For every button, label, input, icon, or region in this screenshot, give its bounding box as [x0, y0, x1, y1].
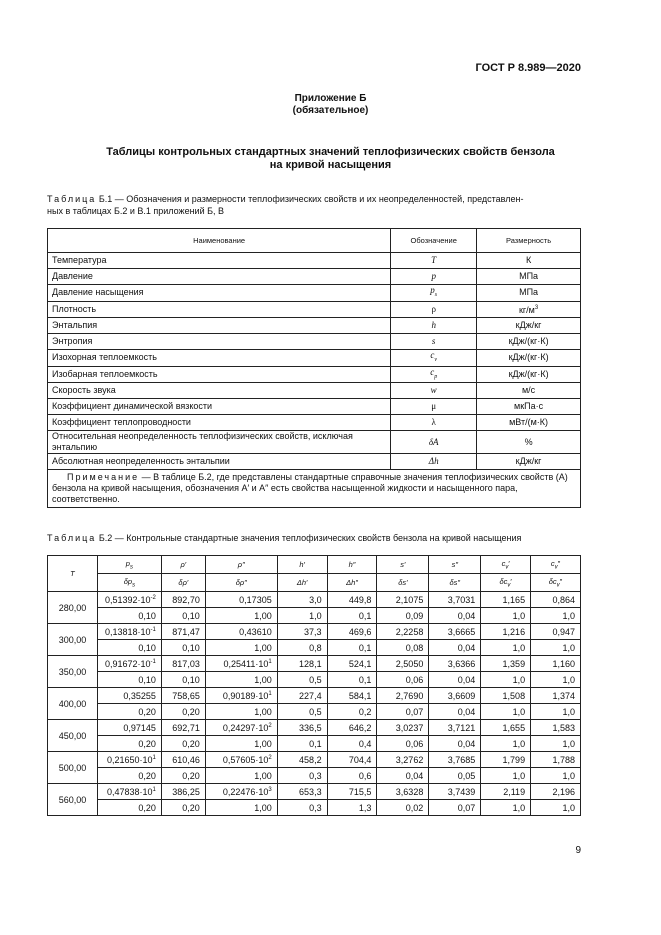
- table2-header-bottom: δρ″: [205, 574, 277, 592]
- page-title-line1: Таблицы контрольных стандартных значений теплофизических свойств бензола: [106, 146, 555, 158]
- table-row: [48, 784, 581, 800]
- table-row: [48, 752, 581, 768]
- uncertainty-cell: 1,0: [531, 672, 581, 688]
- table-row: [48, 592, 581, 608]
- uncertainty-cell: 1,0: [481, 704, 531, 720]
- uncertainty-cell: 1,3: [327, 800, 377, 816]
- table-row-uncertainty: [48, 800, 581, 816]
- table1-caption-label: Таблица: [47, 194, 97, 204]
- uncertainty-cell: 1,0: [531, 768, 581, 784]
- table1-caption-text-1: — Обозначения и размерности теплофизических свойств и их неопределенностей, представлен-: [112, 194, 524, 204]
- uncertainty-cell: 1,0: [481, 768, 531, 784]
- value-cell: 1,165: [481, 592, 531, 608]
- property-unit: $кг/м^3$: [477, 301, 581, 317]
- uncertainty-cell: 0,04: [429, 672, 481, 688]
- property-name: Температура: [48, 253, 391, 269]
- uncertainty-cell: 0,04: [377, 768, 429, 784]
- table2-header-top: $c_v''$: [531, 556, 581, 574]
- property-symbol: $c_p$: [391, 366, 477, 383]
- temperature-cell: 300,00: [48, 624, 98, 656]
- value-cell: 610,46: [161, 752, 205, 768]
- table-row: [48, 285, 581, 302]
- uncertainty-cell: 0,6: [327, 768, 377, 784]
- property-name: Энтальпия: [48, 317, 391, 333]
- uncertainty-cell: 0,3: [277, 768, 327, 784]
- value-cell: 2,7690: [377, 688, 429, 704]
- property-symbol: μ: [391, 399, 477, 415]
- value-cell: $0,47838\cdot 10^1$: [97, 784, 161, 800]
- uncertainty-cell: 1,00: [205, 672, 277, 688]
- temperature-cell: 560,00: [48, 784, 98, 816]
- uncertainty-cell: 1,00: [205, 640, 277, 656]
- appendix-status: (обязательное): [292, 105, 369, 116]
- table1-caption: [47, 193, 581, 217]
- table2-header-top: h′: [277, 556, 327, 574]
- table2-header-bottom: $\delta c_v'$: [481, 574, 531, 592]
- uncertainty-cell: 0,10: [161, 640, 205, 656]
- table-row: [48, 366, 581, 383]
- value-cell: 227,4: [277, 688, 327, 704]
- value-cell: 37,3: [277, 624, 327, 640]
- property-name: Коэффициент динамической вязкости: [48, 399, 391, 415]
- uncertainty-cell: 0,20: [161, 800, 205, 816]
- uncertainty-cell: 1,00: [205, 800, 277, 816]
- table2-header-top: $p_s$: [97, 556, 161, 574]
- uncertainty-cell: 0,10: [161, 608, 205, 624]
- property-unit: МПа: [477, 269, 581, 285]
- uncertainty-cell: 0,20: [97, 768, 161, 784]
- value-cell: $0,22476\cdot 10^3$: [205, 784, 277, 800]
- value-cell: $0,21650\cdot 10^1$: [97, 752, 161, 768]
- uncertainty-cell: 0,07: [377, 704, 429, 720]
- table-row: [48, 253, 581, 269]
- property-name: Относительная неопределенность теплофизических свойств, исключая энтальпию: [48, 431, 391, 454]
- property-name: Коэффициент теплопроводности: [48, 415, 391, 431]
- value-cell: 3,7439: [429, 784, 481, 800]
- table-row: [48, 317, 581, 333]
- value-cell: 1,374: [531, 688, 581, 704]
- property-symbol: s: [391, 333, 477, 349]
- table2-header-top: s′: [377, 556, 429, 574]
- table-row: [48, 269, 581, 285]
- property-name: Энтропия: [48, 333, 391, 349]
- uncertainty-cell: 1,00: [205, 704, 277, 720]
- page-title: [60, 146, 601, 172]
- uncertainty-cell: 0,3: [277, 800, 327, 816]
- table2-header-bottom: Δh′: [277, 574, 327, 592]
- value-cell: $0,51392\cdot 10^{-2}$: [97, 592, 161, 608]
- table1-note-label: Примечание: [67, 472, 140, 483]
- table-row-uncertainty: [48, 640, 581, 656]
- table2-header-T: T: [48, 556, 98, 592]
- uncertainty-cell: 0,4: [327, 736, 377, 752]
- property-name: Давление насыщения: [48, 285, 391, 302]
- table-row: [48, 431, 581, 454]
- uncertainty-cell: 0,1: [327, 672, 377, 688]
- table2-header-top: $c_v'$: [481, 556, 531, 574]
- value-cell: 1,799: [481, 752, 531, 768]
- table-row-uncertainty: [48, 768, 581, 784]
- table-row: [48, 383, 581, 399]
- value-cell: 584,1: [327, 688, 377, 704]
- value-cell: 646,2: [327, 720, 377, 736]
- uncertainty-cell: 0,07: [429, 800, 481, 816]
- table-row: [48, 349, 581, 366]
- uncertainty-cell: 0,1: [277, 736, 327, 752]
- uncertainty-cell: 0,04: [429, 608, 481, 624]
- table-row: [48, 333, 581, 349]
- property-unit: кДж/(кг·К): [477, 333, 581, 349]
- table-row: [48, 399, 581, 415]
- value-cell: $0,57605\cdot 10^2$: [205, 752, 277, 768]
- property-name: Изохорная теплоемкость: [48, 349, 391, 366]
- value-cell: 3,6366: [429, 656, 481, 672]
- value-cell: 2,196: [531, 784, 581, 800]
- value-cell: 2,5050: [377, 656, 429, 672]
- document-id: ГОСТ Р 8.989—2020: [475, 62, 581, 74]
- uncertainty-cell: 0,06: [377, 672, 429, 688]
- value-cell: $0,24297\cdot 10^2$: [205, 720, 277, 736]
- uncertainty-cell: 1,0: [481, 640, 531, 656]
- property-name: Скорость звука: [48, 383, 391, 399]
- value-cell: 758,65: [161, 688, 205, 704]
- uncertainty-cell: 0,06: [377, 736, 429, 752]
- table2-header-top: ρ″: [205, 556, 277, 574]
- property-unit: кДж/кг: [477, 317, 581, 333]
- value-cell: 3,7121: [429, 720, 481, 736]
- property-name: Плотность: [48, 301, 391, 317]
- property-symbol: ρ: [391, 301, 477, 317]
- property-unit: кДж/(кг·К): [477, 349, 581, 366]
- uncertainty-cell: 0,20: [97, 800, 161, 816]
- value-cell: 1,359: [481, 656, 531, 672]
- table1-header-unit: Размерность: [477, 229, 581, 253]
- appendix-title: Приложение Б: [294, 93, 367, 104]
- value-cell: 3,7685: [429, 752, 481, 768]
- uncertainty-cell: 1,0: [481, 800, 531, 816]
- property-name: Изобарная теплоемкость: [48, 366, 391, 383]
- value-cell: 871,47: [161, 624, 205, 640]
- value-cell: 469,6: [327, 624, 377, 640]
- uncertainty-cell: 0,5: [277, 704, 327, 720]
- table-row: [48, 415, 581, 431]
- uncertainty-cell: 0,2: [327, 704, 377, 720]
- page-number: 9: [575, 845, 581, 856]
- value-cell: 3,7031: [429, 592, 481, 608]
- uncertainty-cell: 0,02: [377, 800, 429, 816]
- value-cell: 3,0237: [377, 720, 429, 736]
- value-cell: 458,2: [277, 752, 327, 768]
- temperature-cell: 350,00: [48, 656, 98, 688]
- value-cell: 653,3: [277, 784, 327, 800]
- value-cell: 715,5: [327, 784, 377, 800]
- property-symbol: w: [391, 383, 477, 399]
- property-unit: МПа: [477, 285, 581, 302]
- table1-header-symbol: Обозначение: [391, 229, 477, 253]
- property-unit: кДж/кг: [477, 454, 581, 470]
- value-cell: 386,25: [161, 784, 205, 800]
- value-cell: 0,97145: [97, 720, 161, 736]
- value-cell: 0,947: [531, 624, 581, 640]
- property-unit: кДж/(кг·К): [477, 366, 581, 383]
- value-cell: 1,583: [531, 720, 581, 736]
- property-symbol: p: [391, 269, 477, 285]
- value-cell: $0,25411\cdot 10^1$: [205, 656, 277, 672]
- table2-header-top: ρ′: [161, 556, 205, 574]
- value-cell: 2,119: [481, 784, 531, 800]
- table2-header-bottom: δs′: [377, 574, 429, 592]
- property-unit: м/с: [477, 383, 581, 399]
- uncertainty-cell: 0,20: [97, 736, 161, 752]
- value-cell: 3,0: [277, 592, 327, 608]
- value-cell: 1,216: [481, 624, 531, 640]
- uncertainty-cell: 1,0: [531, 704, 581, 720]
- value-cell: 817,03: [161, 656, 205, 672]
- value-cell: 128,1: [277, 656, 327, 672]
- temperature-cell: 280,00: [48, 592, 98, 624]
- table2-caption-num: Б.2: [98, 533, 113, 543]
- temperature-cell: 500,00: [48, 752, 98, 784]
- value-cell: 0,864: [531, 592, 581, 608]
- value-cell: 3,6609: [429, 688, 481, 704]
- value-cell: $0,90189\cdot 10^1$: [205, 688, 277, 704]
- uncertainty-cell: 0,10: [161, 672, 205, 688]
- uncertainty-cell: 1,0: [531, 800, 581, 816]
- property-symbol: δA: [391, 431, 477, 454]
- uncertainty-cell: 0,5: [277, 672, 327, 688]
- uncertainty-cell: 1,00: [205, 768, 277, 784]
- value-cell: 704,4: [327, 752, 377, 768]
- table-row: [48, 301, 581, 317]
- value-cell: 449,8: [327, 592, 377, 608]
- designations-table: [47, 228, 581, 508]
- table2-header-top: h″: [327, 556, 377, 574]
- temperature-cell: 400,00: [48, 688, 98, 720]
- value-cell: $0,13818\cdot 10^{-1}$: [97, 624, 161, 640]
- uncertainty-cell: 0,1: [327, 608, 377, 624]
- temperature-cell: 450,00: [48, 720, 98, 752]
- value-cell: 1,508: [481, 688, 531, 704]
- table2-header-bottom: $\delta c_v''$: [531, 574, 581, 592]
- uncertainty-cell: 1,0: [277, 608, 327, 624]
- table-row-uncertainty: [48, 736, 581, 752]
- table-row: [48, 624, 581, 640]
- table-row: [48, 454, 581, 470]
- table2-header-bottom: Δh″: [327, 574, 377, 592]
- uncertainty-cell: 0,20: [161, 768, 205, 784]
- table-row-uncertainty: [48, 672, 581, 688]
- value-cell: 0,17305: [205, 592, 277, 608]
- value-cell: 524,1: [327, 656, 377, 672]
- uncertainty-cell: 0,10: [97, 640, 161, 656]
- table2-caption-text: — Контрольные стандартные значения теплофизических свойств бензола на кривой насыщения: [112, 533, 522, 543]
- uncertainty-cell: 1,00: [205, 608, 277, 624]
- uncertainty-cell: 1,0: [481, 736, 531, 752]
- uncertainty-cell: 0,1: [327, 640, 377, 656]
- property-symbol: T: [391, 253, 477, 269]
- property-unit: мВт/(м·К): [477, 415, 581, 431]
- value-cell: 692,71: [161, 720, 205, 736]
- value-cell: 1,160: [531, 656, 581, 672]
- uncertainty-cell: 0,05: [429, 768, 481, 784]
- value-cell: $0,91672\cdot 10^{-1}$: [97, 656, 161, 672]
- value-cell: 0,35255: [97, 688, 161, 704]
- table2-header-bottom: δρ′: [161, 574, 205, 592]
- table1-caption-num: Б.1: [98, 194, 113, 204]
- table2-header-top: s″: [429, 556, 481, 574]
- value-cell: 0,43610: [205, 624, 277, 640]
- value-cell: 3,2762: [377, 752, 429, 768]
- table-row: [48, 688, 581, 704]
- property-unit: мкПа·с: [477, 399, 581, 415]
- uncertainty-cell: 0,8: [277, 640, 327, 656]
- property-name: Давление: [48, 269, 391, 285]
- table1-note: [48, 470, 581, 508]
- property-name: Абсолютная неопределенность энтальпии: [48, 454, 391, 470]
- value-cell: 2,2258: [377, 624, 429, 640]
- uncertainty-cell: 1,0: [531, 640, 581, 656]
- uncertainty-cell: 0,04: [429, 704, 481, 720]
- property-symbol: h: [391, 317, 477, 333]
- uncertainty-cell: 0,10: [97, 672, 161, 688]
- property-unit: К: [477, 253, 581, 269]
- value-cell: 1,655: [481, 720, 531, 736]
- value-cell: 336,5: [277, 720, 327, 736]
- uncertainty-cell: 0,20: [161, 736, 205, 752]
- table-row: [48, 656, 581, 672]
- uncertainty-cell: 0,08: [377, 640, 429, 656]
- uncertainty-cell: 1,0: [481, 608, 531, 624]
- table1-note-text: — В таблице Б.2, где представлены стандартные справочные значения теплофизических свойств (A) бензола на кривой насыщения, обозначения A′ и A″ есть свойства насыщенной жидкости и насыщенного пара, соответственно.: [52, 472, 568, 505]
- uncertainty-cell: 1,0: [531, 736, 581, 752]
- table-row-uncertainty: [48, 608, 581, 624]
- page-title-line2: на кривой насыщения: [269, 159, 392, 171]
- uncertainty-cell: 0,09: [377, 608, 429, 624]
- property-symbol: Δh: [391, 454, 477, 470]
- table2-header-bottom: $\delta p_s$: [97, 574, 161, 592]
- uncertainty-cell: 1,00: [205, 736, 277, 752]
- table2-caption-label: Таблица: [47, 533, 97, 543]
- property-symbol: λ: [391, 415, 477, 431]
- table-row-uncertainty: [48, 704, 581, 720]
- uncertainty-cell: 1,0: [481, 672, 531, 688]
- table1-caption-text-2: ных в таблицах Б.2 и В.1 приложений Б, В: [47, 206, 225, 216]
- table-row: [48, 720, 581, 736]
- value-cell: 892,70: [161, 592, 205, 608]
- value-cell: 3,6328: [377, 784, 429, 800]
- value-cell: 2,1075: [377, 592, 429, 608]
- property-symbol: $p_s$: [391, 285, 477, 302]
- uncertainty-cell: 0,10: [97, 608, 161, 624]
- table2-caption: [47, 532, 581, 544]
- uncertainty-cell: 0,04: [429, 640, 481, 656]
- uncertainty-cell: 1,0: [531, 608, 581, 624]
- uncertainty-cell: 0,20: [161, 704, 205, 720]
- reference-values-table: [47, 555, 581, 816]
- property-unit: %: [477, 431, 581, 454]
- appendix-heading: [0, 93, 661, 117]
- uncertainty-cell: 0,04: [429, 736, 481, 752]
- table2-header-bottom: δs″: [429, 574, 481, 592]
- table1-header-name: Наименование: [48, 229, 391, 253]
- value-cell: 1,788: [531, 752, 581, 768]
- value-cell: 3,6665: [429, 624, 481, 640]
- property-symbol: $c_v$: [391, 349, 477, 366]
- uncertainty-cell: 0,20: [97, 704, 161, 720]
